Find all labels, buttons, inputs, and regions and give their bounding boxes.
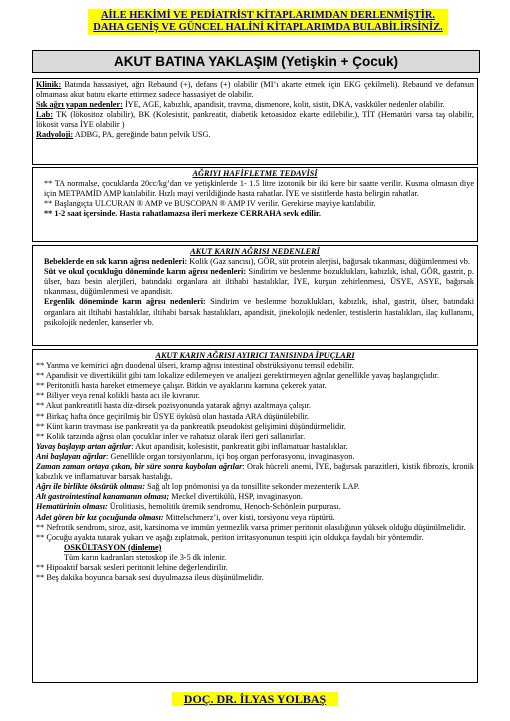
oskultasyon-line: ** Beş dakika boyunca barsak sesi duyulmazsa ileus düşünülmelidir. — [36, 573, 264, 583]
diff-line: ** Birkaç hafta önce geçirilmiş bir ÜSYE öyküsü olan hastada ARA düşünülebilir. — [36, 411, 310, 421]
diff-label: Alt gastrointestinal kanamanın olması; — [36, 492, 170, 502]
klinik-text: Batında hassasiyet, ağrı Rebaund (+), defans (+) olabilir (MI’ı akarte etmek için EKG çekilmeli). Rebaund ve defansın olmaması akut batını ekarte ettirmez sadece hassasiyet de olabilir. — [36, 80, 474, 100]
diff-label: Adet gören bir kız çocuğunda olması: — [36, 512, 164, 522]
radyoloji-label: Radyoloji: — [36, 130, 74, 140]
author-footer: DOÇ. DR. İLYAS YOLBAŞ — [172, 692, 338, 706]
klinik-label: Klinik: — [36, 80, 62, 89]
oskultasyon-line: ** Hipoaktif barsak sesleri peritonit lehine değerlendirilir. — [36, 562, 228, 572]
diff-text: Ürolitiasis, hemolitik üremik sendromu, Henoch-Schönlein purpurası. — [107, 502, 341, 512]
sik-nedenler-paragraph — [36, 100, 474, 110]
diff-line — [36, 442, 474, 452]
diff-line — [36, 513, 474, 523]
diff-label: Hematürinin olması: — [36, 502, 108, 512]
causes-infants-label: Bebeklerde en sık karın ağrısı nedenleri: — [44, 257, 188, 267]
causes-section — [32, 245, 478, 346]
diff-text: Meckel divertikülü, HSP, invaginasyon. — [169, 492, 303, 502]
diff-text: Sağ alt lop pnömonisi ya da tonsillite sekonder mezenterik LAP. — [145, 482, 360, 492]
causes-title: AKUT KARIN AĞRISI NEDENLERİ — [190, 247, 320, 256]
header-line-1: AİLE HEKİMİ VE PEDİATRİST KİTAPLARIMDAN DERLENMİŞTİR. — [100, 10, 436, 21]
diff-line: ** Peritonitli hasta hareket etmemeye çalışır. Bitkin ve ayaklarını karnına çekerek yatar. — [36, 381, 327, 391]
diff-text: : Genellikle organ torsiyonlarını, içi boş organ perforasyonu, invaginasyon. — [106, 451, 355, 461]
lab-label: Lab: — [36, 110, 53, 120]
causes-infants-text: Kolik (Gaz sancısı), GÖR, süt protein alerjisi, bağırsak tıkanması, düğümlenmesi vb. — [187, 257, 470, 267]
oskultasyon-title: OSKÜLTASYON (dinleme) — [64, 542, 162, 552]
relief-paragraph-1: ** TA normalse, çocuklarda 20cc/kg’dan ve yetişkinlerde 1- 1.5 litre izotonik bir iki kere bir saatte verilir. Kusma olmasın diye için METPAMİD AMP katılabilir. Hızlı mayi verildiğinde hasta rahatlar. İYE ve sistitlerde hasta belirgin rahatlar. — [44, 179, 474, 199]
header-line-2: DAHA GENİŞ VE GÜNCEL HALİNİ KİTAPLARIMDA BULABİLİRSİNİZ. — [93, 22, 443, 33]
relief-paragraph-3: ** 1-2 saat içersinde. Hasta rahatlamazsa ileri merkeze CERRAHA sevk edilir. — [44, 209, 321, 219]
diff-line: ** Nefrotik sendrom, siroz, asit, karsinoma ve immün yetmezlik varsa primer peritonit olasılığının yüksek olduğu düşünülmelidir. — [36, 522, 466, 532]
diff-label: Zaman zaman ortaya çıkan, bir süre sonra kaybolan ağrılar — [36, 462, 243, 472]
relief-section — [32, 167, 478, 242]
lab-paragraph — [36, 110, 474, 130]
diff-line — [36, 482, 474, 492]
relief-title: AĞRIYI HAFİFLETME TEDAVİSİ — [192, 169, 318, 178]
diff-label: Yavaş başlayıp artan ağrılar — [36, 441, 132, 451]
sik-nedenler-text: İYE, AGE, kabızlık, apandisit, travma, dismenore, kolit, sistit, DKA, vaskküler nedenler olabilir. — [122, 100, 445, 110]
causes-infants — [36, 257, 474, 267]
diff-line: ** Çocuğu ayakta tutarak yukarı ve aşağı zıplatmak, periton irritasyonunun tespiti için oldukça faydalı bir yöntemdir. — [36, 532, 424, 542]
causes-adolescents — [36, 297, 474, 327]
header-banner — [88, 9, 448, 35]
diff-line: ** Akut pankreatitli hasta diz-dirsek pozisyonunda yatarak ağrıyı azaltmaya çalışır. — [36, 401, 311, 411]
radyoloji-text: ADBG, PA, gereğinde batın pelvik USG. — [73, 130, 211, 140]
diff-line: ** Künt karın travması ise pankreatit ya da pankreatik pseudokist gelişimini düşündürmelidir. — [36, 421, 346, 431]
causes-children — [36, 267, 474, 297]
diff-line — [36, 492, 474, 502]
diff-label: Ani başlayan ağrılar — [36, 451, 107, 461]
diff-line — [36, 462, 474, 482]
diff-line — [36, 452, 474, 462]
diff-text: : Orak hücreli anemi, İYE, bağırsak parazitleri, kistik fibrozis, kronik kabızlık ve inflamatuvar barsak hastalığı. — [36, 462, 474, 482]
page-title: AKUT BATINA YAKLAŞIM (Yetişkin + Çocuk) — [32, 50, 480, 73]
sik-nedenler-label: Sık ağrı yapan nedenler: — [36, 100, 123, 110]
causes-children-label: Süt ve okul çocukluğu döneminde karın ağrısı nedenleri: — [44, 267, 247, 277]
oskultasyon-line: Tüm karın kadranları stetoskop ile 3-5 dk inlenir. — [64, 552, 227, 562]
klinik-paragraph — [36, 80, 474, 100]
diff-line: ** Apandisit ve divertikülit gibi tam lokalize edilemeyen ve analjezi gerektirmeyen ağrılar genellikle yavaş başlangıçlıdır. — [36, 371, 439, 381]
differential-title: AKUT KARIN AĞRISI AYIRICI TANISINDA İPUÇLARI — [155, 351, 355, 360]
diff-text: Mittelschmerz’i, over kisti, torsiyonu veya rüptürü. — [163, 512, 335, 522]
diff-line — [36, 502, 474, 512]
intro-section — [32, 78, 478, 165]
causes-adolescents-text: Sindirim ve beslenme bozuklukları, kabızlık, ishal, gastrit, ülser, batındaki organlara ait iltihabi hastalıklar, iltihabi barsak hastalıkları, apandisit, jinekolojik nedenler, testislerin hastalıkları, ilaç kullanımı, psikolojik nedenler, kanserler vb. — [44, 297, 474, 327]
causes-children-text: Sindirim ve beslenme bozuklukları, kabızlık, ishal, GÖR, gastrit, p. ülser, bazı besin alerjileri, batındaki organlara ait iltihabi hastalıklar, İYE, kurşun zehirlenmesi, ÜSYE, ASYE, bağırsak tıkanması, düğümlenmesi ve apandisit. — [44, 267, 474, 297]
causes-adolescents-label: Ergenlik döneminde karın ağrısı nedenleri: — [44, 297, 206, 307]
differential-section — [32, 349, 478, 683]
diff-line: ** Yanma ve kemirici ağrı duodenal ülseri, kramp ağrısı intestinal obstrüksiyonu temsil edebilir. — [36, 361, 354, 371]
diff-label: Ağrı ile birlikte öksürük olması: — [36, 482, 146, 492]
diff-line: ** Kolik tarzında ağrısı olan çocuklar inler ve rahatsız olarak ileri geri sallanırlar. — [36, 431, 306, 441]
diff-text: : Akut apandisit, kolesistit, pankreatit gibi inflamatuar hastalıklar. — [131, 441, 348, 451]
lab-text: TK (lökositoz olabilir), BK (Kolesistit, pankreatit, diabetik ketoasidoz ekarte edilebilir.), TİT (Hematüri varsa taş olabilir, lökosit varsa İYE olabilir ) — [36, 110, 474, 130]
relief-paragraph-2: ** Başlangıçta ULCURAN ® AMP ve BUSCOPAN ® AMP IV verilir. Gerekirse mayiye katılabilir. — [44, 199, 376, 209]
diff-line: ** Biliyer veya renal kolikli hasta acı ile kıvranır. — [36, 391, 200, 401]
radyoloji-paragraph — [36, 130, 474, 140]
